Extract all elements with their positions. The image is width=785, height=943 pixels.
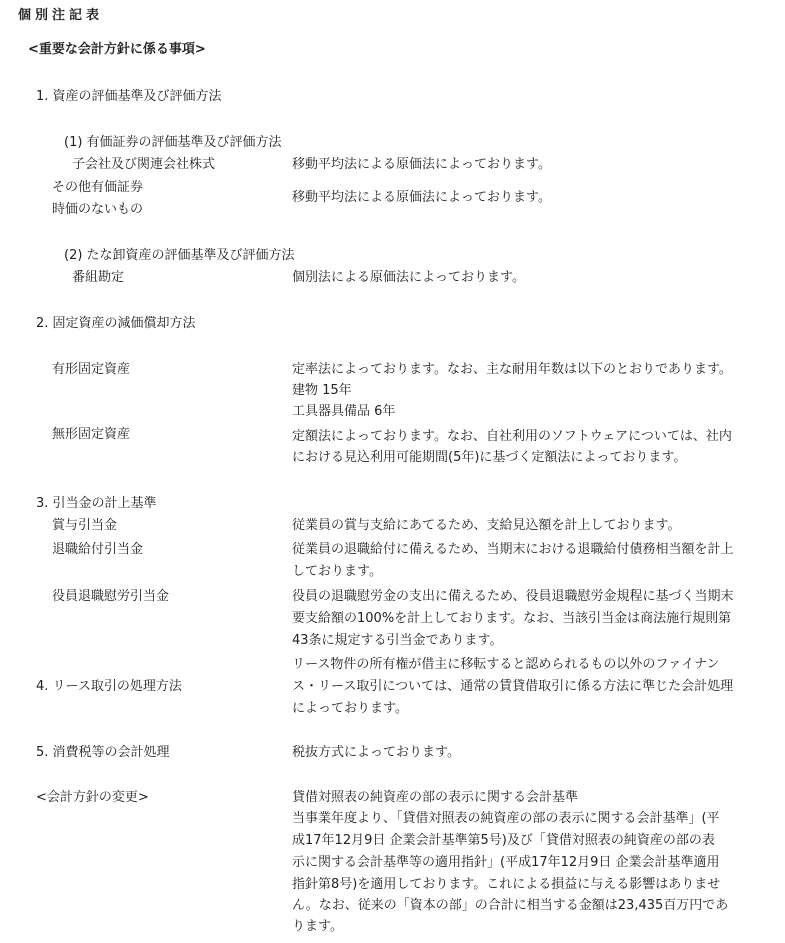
item-label: 無形固定資産 [52, 427, 131, 442]
item-description: 建物 15年 [292, 383, 352, 398]
item-description: 役員の退職慰労金の支出に備えるため、役員退職慰労金規程に基づく当期末 [292, 589, 734, 604]
item-label: その他有価証券 [52, 180, 144, 195]
item-description: 移動平均法による原価法によっております。 [292, 157, 551, 172]
section-5-heading: 5. 消費税等の会計処理 [36, 745, 170, 760]
item-label: 時価のないもの [52, 202, 144, 217]
policy-change-heading: <会計方針の変更> [36, 790, 149, 805]
item-description: 個別法による原価法によっております。 [292, 270, 525, 285]
item-description: リース物件の所有権が借主に移転すると認められるもの以外のファイナン [292, 657, 720, 672]
item-label: 退職給付引当金 [52, 542, 144, 557]
item-description: 当事業年度より、「貸借対照表の純資産の部の表示に関する会計基準」(平 [292, 811, 720, 826]
item-description: 定額法によっております。なお、自社利用のソフトウェアについては、社内 [292, 429, 732, 444]
item-label: 有形固定資産 [52, 362, 131, 377]
section-2-heading: 2. 固定資産の減価償却方法 [36, 316, 196, 331]
item-description: 要支給額の100%を計上しております。なお、当該引当金は商法施行規則第 [292, 611, 732, 626]
item-description: によっております。 [292, 701, 408, 716]
item-description: 示に関する会計基準等の適用指針」(平成17年12月9日 企業会計基準適用 [292, 855, 720, 870]
item-description: 指針第8号)を適用しております。これによる損益に与える影響はありませ [292, 877, 721, 892]
section-heading: <重要な会計方針に係る事項> [28, 42, 206, 57]
section-1-heading: 1. 資産の評価基準及び評価方法 [36, 89, 222, 104]
subsection-1-2-heading: (2) たな卸資産の評価基準及び評価方法 [64, 248, 295, 263]
item-label: 賞与引当金 [52, 518, 118, 533]
item-description: 成17年12月9日 企業会計基準第5号)及び「貸借対照表の純資産の部の表 [292, 833, 715, 848]
item-description: しております。 [292, 564, 382, 579]
item-description: ります。 [292, 919, 343, 934]
item-description: 43条に規定する引当金であります。 [292, 633, 503, 648]
item-label: 番組勘定 [72, 270, 125, 285]
item-label: 子会社及び関連会社株式 [72, 157, 216, 172]
item-label: 役員退職慰労引当金 [52, 589, 170, 604]
page-title: 個別注記表 [18, 8, 104, 23]
item-description: 定率法によっております。なお、主な耐用年数は以下のとおりであります。 [292, 362, 732, 377]
item-description: 工具器具備品 6年 [292, 404, 396, 419]
item-description: 移動平均法による原価法によっております。 [292, 190, 551, 205]
subsection-1-1-heading: (1) 有価証券の評価基準及び評価方法 [64, 135, 282, 150]
item-description: 貸借対照表の純資産の部の表示に関する会計基準 [292, 790, 579, 805]
section-3-heading: 3. 引当金の計上基準 [36, 496, 157, 511]
item-description: における見込利用可能期間(5年)に基づく定額法によっております。 [292, 450, 687, 465]
section-4-heading: 4. リース取引の処理方法 [36, 679, 182, 694]
item-description: 従業員の賞与支給にあてるため、支給見込額を計上しております。 [292, 518, 681, 533]
item-description: 従業員の退職給付に備えるため、当期末における退職給付債務相当額を計上 [292, 542, 734, 557]
item-description: ス・リース取引については、通常の賃貸借取引に係る方法に準じた会計処理 [292, 679, 734, 694]
item-description: ん。なお、従来の「資本の部」の合計に相当する金額は23,435百万円であ [292, 898, 729, 913]
item-description: 税抜方式によっております。 [292, 745, 460, 760]
